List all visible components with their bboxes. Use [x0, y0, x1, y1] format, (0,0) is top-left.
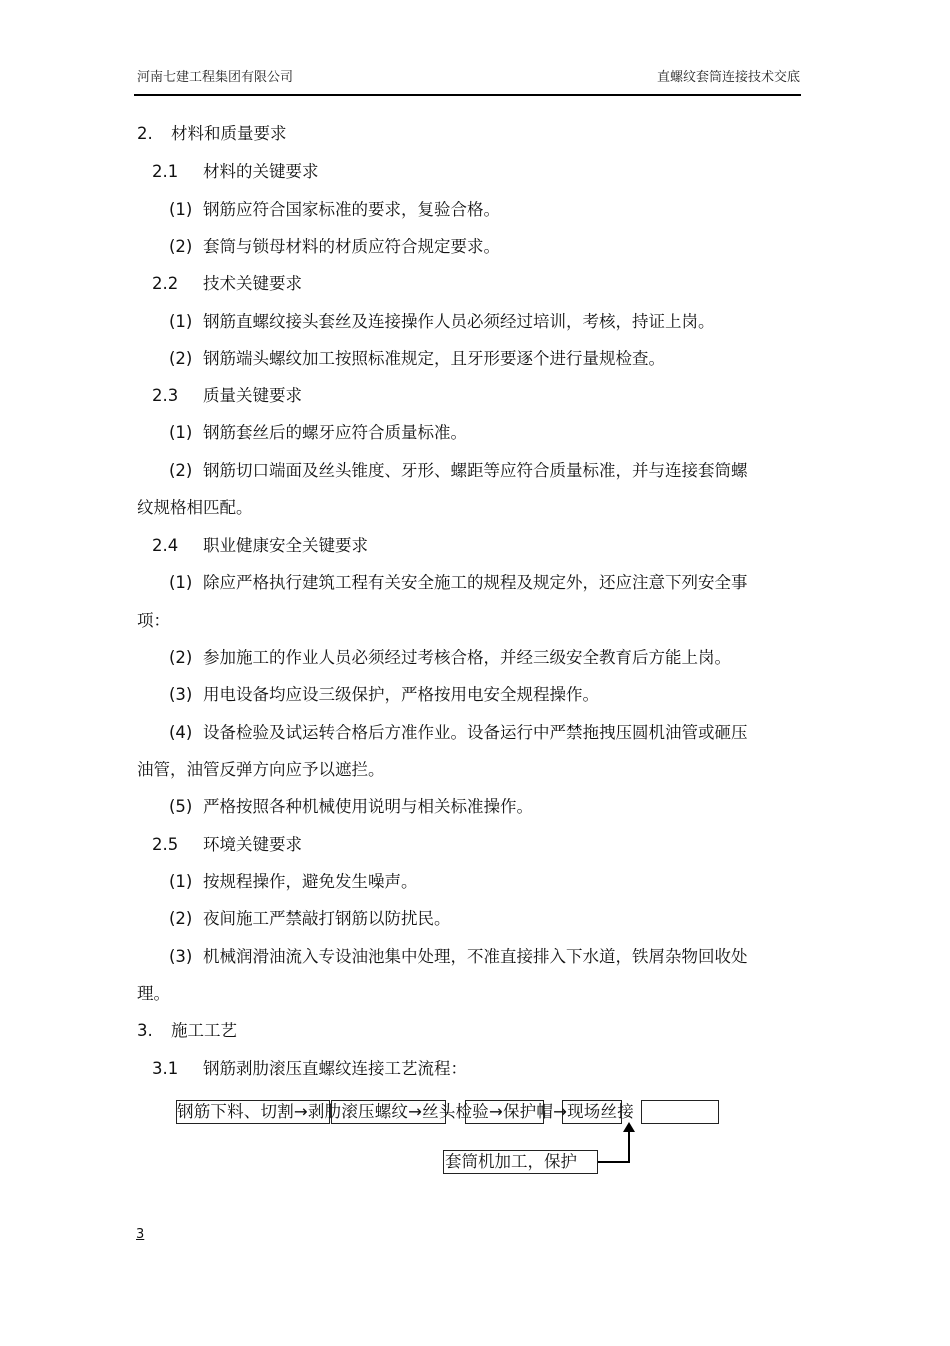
- header-doc-title: 直螺纹套筒连接技术交底: [656, 70, 800, 85]
- item-number: (3): [169, 685, 193, 704]
- item-number: (1): [169, 872, 193, 891]
- item-number: (1): [169, 200, 193, 219]
- subsection-text: 质量关键要求: [203, 386, 302, 405]
- item-number: (2): [169, 461, 193, 480]
- section-text: 材料和质量要求: [171, 124, 287, 143]
- subsection-text: 职业健康安全关键要求: [203, 536, 368, 555]
- item-text: 严格按照各种机械使用说明与相关标准操作。: [203, 797, 533, 816]
- item-text: 机械润滑油流入专设油池集中处理，不准直接排入下水道，铁屑杂物回收处: [203, 947, 748, 966]
- item-text: 除应严格执行建筑工程有关安全施工的规程及规定外，还应注意下列安全事: [203, 573, 748, 592]
- list-item-continuation: 油管，油管反弹方向应予以遮拦。: [137, 760, 385, 779]
- item-text: 用电设备均应设三级保护，严格按用电安全规程操作。: [203, 685, 599, 704]
- item-text: 钢筋应符合国家标准的要求，复验合格。: [203, 200, 500, 219]
- page-number: 3: [136, 1227, 145, 1242]
- list-item-continuation: 理。: [137, 984, 170, 1003]
- item-number: (1): [169, 423, 193, 442]
- subsection-number: 2.4: [152, 536, 179, 555]
- item-text: 钢筋直螺纹接头套丝及连接操作人员必须经过培训，考核，持证上岗。: [203, 312, 715, 331]
- item-text: 钢筋切口端面及丝头锥度、牙形、螺距等应符合质量标准，并与连接套筒螺: [203, 461, 748, 480]
- item-text: 夜间施工严禁敲打钢筋以防扰民。: [203, 909, 451, 928]
- item-text: 钢筋套丝后的螺牙应符合质量标准。: [203, 423, 467, 442]
- subsection-number: 2.5: [152, 835, 179, 854]
- item-text: 设备检验及试运转合格后方准作业。设备运行中严禁拖拽压圆机油管或砸压: [203, 723, 748, 742]
- section-number: 2.: [137, 124, 153, 143]
- subsection-number: 2.2: [152, 274, 179, 293]
- subsection-number: 3.1: [152, 1059, 179, 1078]
- item-number: (2): [169, 909, 193, 928]
- item-text: 按规程操作，避免发生噪声。: [203, 872, 418, 891]
- item-number: (4): [169, 723, 193, 742]
- item-number: (2): [169, 648, 193, 667]
- subsection-number: 2.1: [152, 162, 179, 181]
- section-text: 施工工艺: [171, 1021, 237, 1040]
- section-number: 3.: [137, 1021, 153, 1040]
- subsection-text: 技术关键要求: [203, 274, 302, 293]
- item-text: 参加施工的作业人员必须经过考核合格，并经三级安全教育后方能上岗。: [203, 648, 731, 667]
- subsection-text: 钢筋剥肋滚压直螺纹连接工艺流程：: [203, 1059, 467, 1078]
- header-company: 河南七建工程集团有限公司: [137, 70, 294, 85]
- item-number: (2): [169, 349, 193, 368]
- list-item-continuation: 纹规格相匹配。: [137, 498, 253, 517]
- subsection-number: 2.3: [152, 386, 179, 405]
- item-number: (5): [169, 797, 193, 816]
- flow-main-text: 钢筋下料、切割→剥肋滚压螺纹→丝头检验→保护帽→现场丝接: [177, 1102, 634, 1121]
- list-item-continuation: 项：: [137, 611, 170, 630]
- item-text: 套筒与锁母材料的材质应符合规定要求。: [203, 237, 500, 256]
- item-number: (1): [169, 573, 193, 592]
- item-number: (2): [169, 237, 193, 256]
- subsection-text: 环境关键要求: [203, 835, 302, 854]
- item-number: (1): [169, 312, 193, 331]
- item-number: (3): [169, 947, 193, 966]
- flow-side-text: 套筒机加工，保护: [445, 1152, 577, 1171]
- item-text: 钢筋端头螺纹加工按照标准规定，且牙形要逐个进行量规检查。: [203, 349, 665, 368]
- subsection-text: 材料的关键要求: [203, 162, 319, 181]
